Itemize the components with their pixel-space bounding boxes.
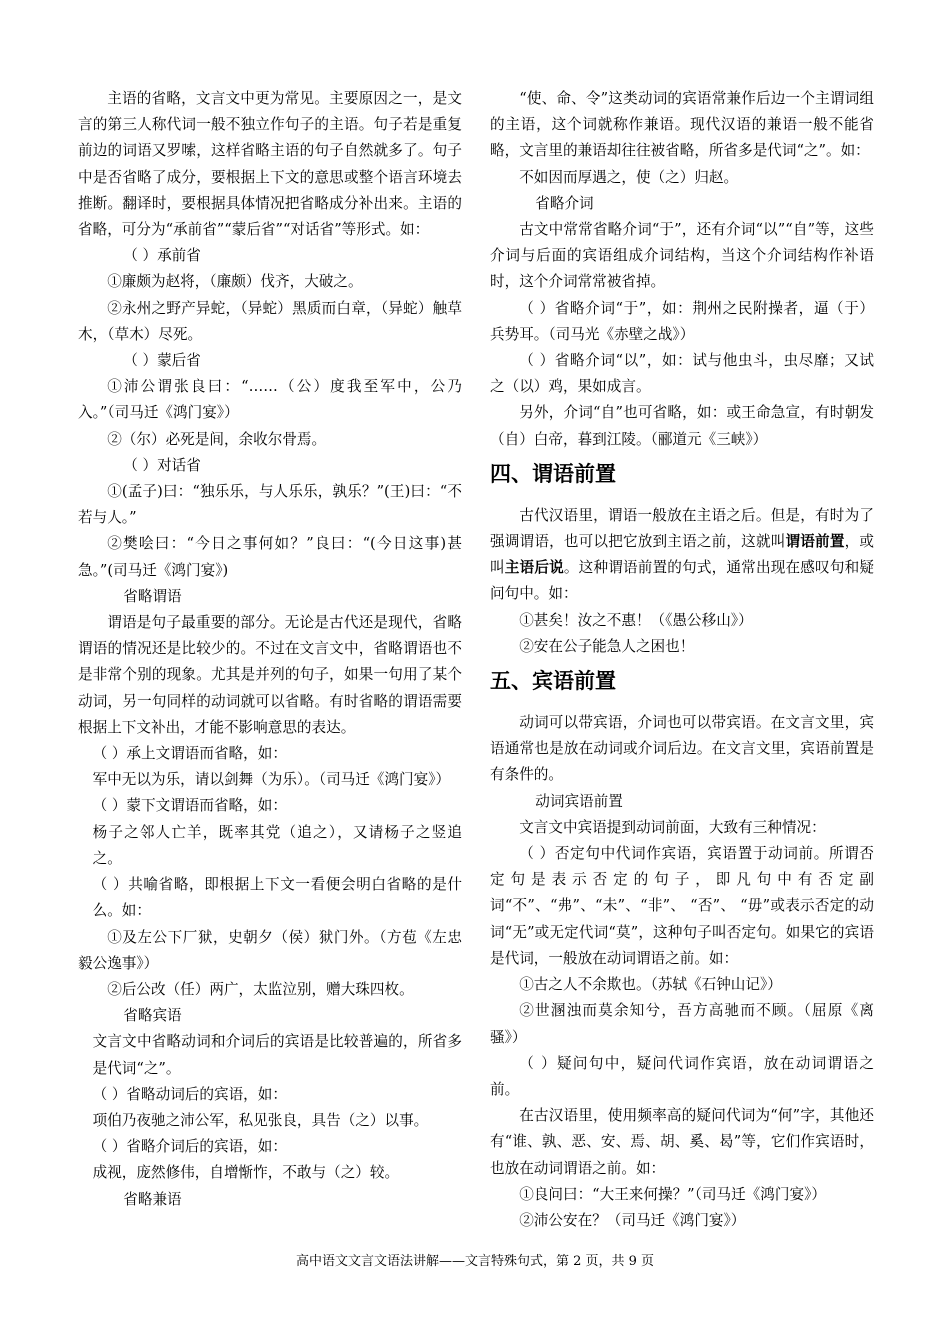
- example: ②后公改（任）两广，太监泣别，赠大珠四枚。: [107, 980, 414, 998]
- example: ②永州之野产异蛇，（异蛇）黑质而白章，（异蛇）触草木，（草木）尽死。: [78, 299, 462, 343]
- right-column: [490, 86, 874, 1234]
- example: 杨子之邻人亡羊，既率其党（追之），又请杨子之竖追之。: [92, 823, 462, 867]
- example: ②（尔）必死是间，余收尔骨焉。: [107, 430, 327, 448]
- paragraph-three-cases: 文言文中宾语提到动词前面，大致有三种情况：: [519, 818, 826, 836]
- heading-menghou: （ ）蒙后省: [123, 352, 201, 370]
- example: ②沛公安在？（司马迁《鸿门宴》）: [519, 1211, 746, 1229]
- heading-duihua: （ ）对话省: [123, 456, 201, 474]
- left-column: [78, 86, 462, 1213]
- heading-cheng-shang: （ ）承上文谓语而省略，如：: [92, 745, 287, 763]
- example: ①古之人不余欺也。（苏轼《石钟山记》）: [519, 976, 782, 994]
- paragraph-subject-omission: 主语的省略，文言文中更为常见。主要原因之一，是文言的第三人称代词一般不独立作句子的主语。句子若是重复前边的词语又罗嗦，这样省略主语的句子自然就多了。句子中是否省略了成分，要根据上下文的意思或整个语言环境去推断。翻译时，要根据具体情况把省略成分补出来。主语的省略，可分为“承前省”“蒙后省”“对话省”等形式。如：: [78, 90, 462, 239]
- example: ②安在公子能急人之困也！: [519, 637, 695, 655]
- example: ①及左公下厂狱，史朝夕（侯）狱门外。（方苞《左忠毅公逸事》）: [78, 928, 462, 972]
- example: ①甚矣！汝之不惠！（《愚公移山》）: [519, 611, 753, 629]
- paragraph-interrogative-pronouns: 在古汉语里，使用频率高的疑问代词为“何”字，其他还有“谁、孰、恶、安、焉、胡、奚、曷”等，它们作宾语时，也放在动词谓语之前。如：: [490, 1107, 874, 1177]
- paragraph-preposition-omission: 古文中常常省略介词“于”，还有介词“以”“自”等，这些介词与后面的宾语组成介词结构，当这个介词结构作补语时，这个介词常常被省掉。: [490, 221, 874, 291]
- paragraph-pivot: “使、命、令”这类动词的宾语常兼作后边一个主谓词组的主语，这个词就称作兼语。现代汉语的兼语一般不能省略，文言里的兼语却往往被省略，所省多是代词“之”。如：: [490, 90, 874, 160]
- section-heading-object-fronting: 五、宾语前置: [490, 669, 616, 694]
- paragraph-interrogative: （ ）疑问句中，疑问代词作宾语，放在动词谓语之前。: [490, 1054, 874, 1098]
- heading-preposition-omission: 省略介词: [535, 194, 594, 212]
- example: ②樊哙曰：“今日之事何如？”良曰：“(今日这事)甚急。”(司马迁《鸿门宴》): [78, 535, 462, 579]
- heading-meng-xia: （ ）蒙下文谓语而省略，如：: [92, 797, 287, 815]
- text-segment: 古代汉语里，谓语一般放在主语之后。但是，有时为了强调谓语，也可以把它放到主语之前，这就叫: [490, 506, 874, 551]
- heading-pivot-omission: 省略兼语: [123, 1190, 182, 1208]
- page-footer: 高中语文文言文语法讲解——文言特殊句式，第 2 页，共 9 页: [295, 1254, 655, 1269]
- term-predicate-fronting: 谓语前置: [785, 533, 845, 551]
- example: ①(孟子)曰：“独乐乐，与人乐乐，孰乐？”(王)曰：“不若与人。”: [78, 483, 462, 527]
- example: 成视，庞然修伟，自增惭怍，不敢与（之）较。: [92, 1164, 400, 1182]
- example: ①廉颇为赵将，（廉颇）伐齐，大破之。: [107, 273, 363, 291]
- paragraph-object-omission: 文言文中省略动词和介词后的宾语是比较普遍的，所省多是代词“之”。: [92, 1033, 462, 1077]
- paragraph-negative-sentence: （ ）否定句中代词作宾语，宾语置于动词前。所谓否定句是表示否定的句子，即凡句中有否定副词“不”、“弗”、“未”、“非”、 “否”、 “毋”或表示否定的动词“无”或无定代词“莫”，这种句子叫否定句。如果它的宾语是代词，一般放在动词谓语之前。如：: [490, 845, 874, 967]
- heading-verb-object: （ ）省略动词后的宾语，如：: [92, 1085, 287, 1103]
- example: ②世溷浊而莫余知兮，吾方高驰而不顾。（屈原《离骚》）: [490, 1002, 874, 1046]
- paragraph-predicate-fronting: [490, 503, 874, 608]
- heading-prep-object: （ ）省略介词后的宾语，如：: [92, 1138, 287, 1156]
- example: 不如因而厚遇之，使（之）归赵。: [519, 168, 739, 186]
- example: （ ）省略介词“于”，如：荆州之民附操者，逼（于）兵势耳。（司马光《赤壁之战》）: [490, 299, 874, 343]
- text-segment: 。这种谓语前置的句式，通常出现在感叹句和疑问句中。如：: [490, 559, 874, 603]
- heading-gongyu: （ ）共喻省略，即根据上下文一看便会明白省略的是什么。如：: [92, 876, 462, 920]
- paragraph-object-fronting: 动词可以带宾语，介词也可以带宾语。在文言文里，宾语通常也是放在动词或介词后边。在文言文里，宾语前置是有条件的。: [490, 714, 874, 784]
- heading-chengqian: （ ）承前省: [123, 247, 201, 265]
- section-heading-predicate-fronting: 四、谓语前置: [490, 461, 616, 486]
- example: （ ）省略介词“以”，如：试与他虫斗，虫尽靡；又试之（以）鸡，果如成言。: [490, 352, 874, 396]
- heading-predicate-omission: 省略谓语: [123, 587, 182, 605]
- example: ①沛公谓张良曰：“……（公）度我至军中，公乃入。”（司马迁《鸿门宴》）: [78, 378, 462, 422]
- example: 另外，介词“自”也可省略，如：或王命急宣，有时朝发（自）白帝，暮到江陵。（郦道元《三峡》）: [490, 404, 874, 448]
- heading-object-omission: 省略宾语: [123, 1007, 182, 1025]
- example: 军中无以为乐，请以剑舞（为乐）。（司马迁《鸿门宴》）: [92, 771, 451, 789]
- text-segment: ，或叫: [490, 533, 874, 577]
- heading-verb-object-fronting: 动词宾语前置: [535, 792, 623, 810]
- example: 项伯乃夜驰之沛公军，私见张良，具告（之）以事。: [92, 1111, 429, 1129]
- term-subject-postposed: 主语后说: [504, 559, 564, 577]
- example: ①良问曰：“大王来何操？”（司马迁《鸿门宴》）: [519, 1185, 826, 1203]
- paragraph-predicate-omission: 谓语是句子最重要的部分。无论是古代还是现代，省略谓语的情况还是比较少的。不过在文言文中，省略谓语也不是非常个别的现象。尤其是并列的句子，如果一句用了某个动词，另一句同样的动词就可以省略。有时省略的谓语需要根据上下文补出，才能不影响意思的表达。: [78, 614, 462, 736]
